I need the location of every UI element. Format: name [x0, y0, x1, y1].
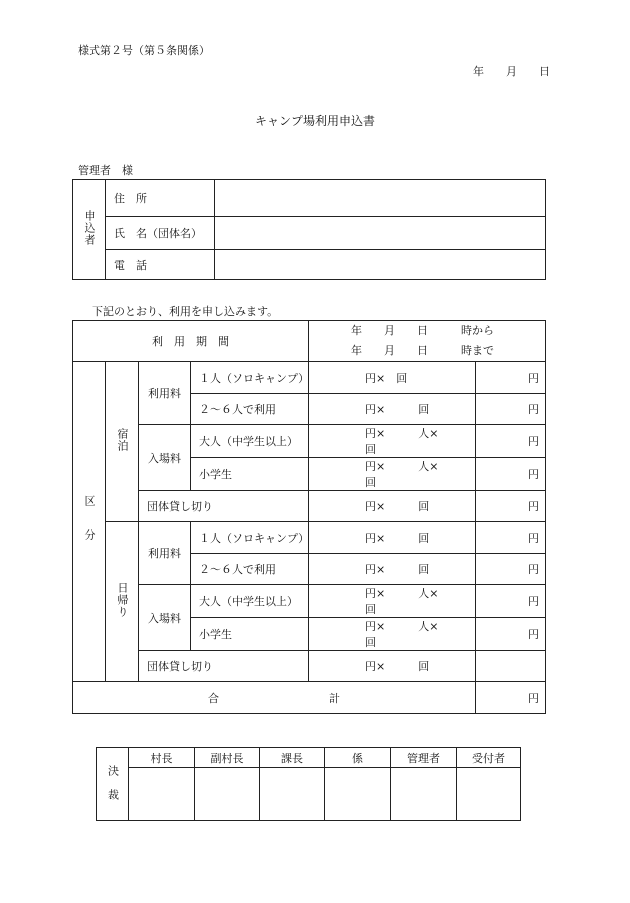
- applicant-table: [72, 179, 546, 280]
- stay-solo-amount[interactable]: 円: [476, 362, 546, 394]
- day-solo-calc[interactable]: 円× 回: [309, 522, 476, 554]
- day-label: 日帰り: [106, 522, 139, 682]
- approval-label: 決 裁: [97, 748, 129, 821]
- day-charter-amount[interactable]: [476, 651, 546, 682]
- page-title: キャンプ場利用申込書: [254, 114, 375, 128]
- phone-field[interactable]: [215, 250, 546, 280]
- applicant-label: 申込者: [73, 180, 106, 280]
- stamp-box[interactable]: [325, 768, 391, 821]
- stay-group-calc[interactable]: 円× 回: [309, 394, 476, 425]
- period-value[interactable]: [309, 321, 546, 362]
- stay-child-label: 小学生: [191, 458, 309, 491]
- address-label: 住 所: [106, 180, 215, 217]
- stay-charter-calc[interactable]: 円× 回: [309, 491, 476, 522]
- form-number: 様式第２号（第５条関係）: [78, 44, 210, 57]
- stay-adult-amount[interactable]: 円: [476, 425, 546, 458]
- name-label: 氏 名（団体名）: [106, 217, 215, 250]
- stay-entry-fee-label: 入場料: [139, 425, 191, 491]
- stamp-box[interactable]: [457, 768, 521, 821]
- stay-usage-fee-label: 利用料: [139, 362, 191, 425]
- date-line: 年 月 日: [473, 65, 550, 78]
- day-solo-amount[interactable]: 円: [476, 522, 546, 554]
- day-charter-calc[interactable]: 円× 回: [309, 651, 476, 682]
- stay-adult-label: 大人（中学生以上）: [191, 425, 309, 458]
- day-charter-label: 団体貸し切り: [139, 651, 309, 682]
- day-group-label: ２～６人で利用: [191, 554, 309, 585]
- stay-group-label: ２～６人で利用: [191, 394, 309, 425]
- stamp-box[interactable]: [129, 768, 195, 821]
- day-adult-amount[interactable]: 円: [476, 585, 546, 618]
- day-adult-label: 大人（中学生以上）: [191, 585, 309, 618]
- phone-label: 電 話: [106, 250, 215, 280]
- stay-label: 宿泊: [106, 362, 139, 522]
- day-entry-fee-label: 入場料: [139, 585, 191, 651]
- day-child-calc[interactable]: 円× 人× 回: [309, 618, 476, 651]
- stamp-box[interactable]: [391, 768, 457, 821]
- usage-table: [72, 320, 546, 714]
- stamp-box[interactable]: [260, 768, 325, 821]
- intro-text: 下記のとおり、利用を申し込みます。: [92, 305, 279, 318]
- stay-charter-amount[interactable]: 円: [476, 491, 546, 522]
- period-label: 利 用 期 間: [73, 321, 309, 362]
- stay-charter-label: 団体貸し切り: [139, 491, 309, 522]
- stay-solo-label: １人（ソロキャンプ）: [191, 362, 309, 394]
- stay-adult-calc[interactable]: 円× 人× 回: [309, 425, 476, 458]
- stay-group-amount[interactable]: 円: [476, 394, 546, 425]
- period-to: 年 月 日 時まで: [351, 344, 494, 357]
- day-child-label: 小学生: [191, 618, 309, 651]
- total-amount[interactable]: 円: [476, 682, 546, 714]
- day-group-amount[interactable]: 円: [476, 554, 546, 585]
- total-label: 合 計: [73, 682, 476, 714]
- stay-child-amount[interactable]: 円: [476, 458, 546, 491]
- role-header: 受付者: [457, 748, 521, 768]
- day-adult-calc[interactable]: 円× 人× 回: [309, 585, 476, 618]
- category-label: 区 分: [73, 362, 106, 682]
- stamp-box[interactable]: [195, 768, 260, 821]
- addressee: 管理者 様: [78, 164, 133, 177]
- role-header: 管理者: [391, 748, 457, 768]
- role-header: 村長: [129, 748, 195, 768]
- day-child-amount[interactable]: 円: [476, 618, 546, 651]
- day-solo-label: １人（ソロキャンプ）: [191, 522, 309, 554]
- stay-solo-calc[interactable]: 円× 回: [309, 362, 476, 394]
- role-header: 係: [325, 748, 391, 768]
- period-from: 年 月 日 時から: [351, 324, 494, 337]
- day-usage-fee-label: 利用料: [139, 522, 191, 585]
- day-group-calc[interactable]: 円× 回: [309, 554, 476, 585]
- approval-table: [96, 747, 521, 821]
- stay-child-calc[interactable]: 円× 人× 回: [309, 458, 476, 491]
- role-header: 副村長: [195, 748, 260, 768]
- name-field[interactable]: [215, 217, 546, 250]
- address-field[interactable]: [215, 180, 546, 217]
- role-header: 課長: [260, 748, 325, 768]
